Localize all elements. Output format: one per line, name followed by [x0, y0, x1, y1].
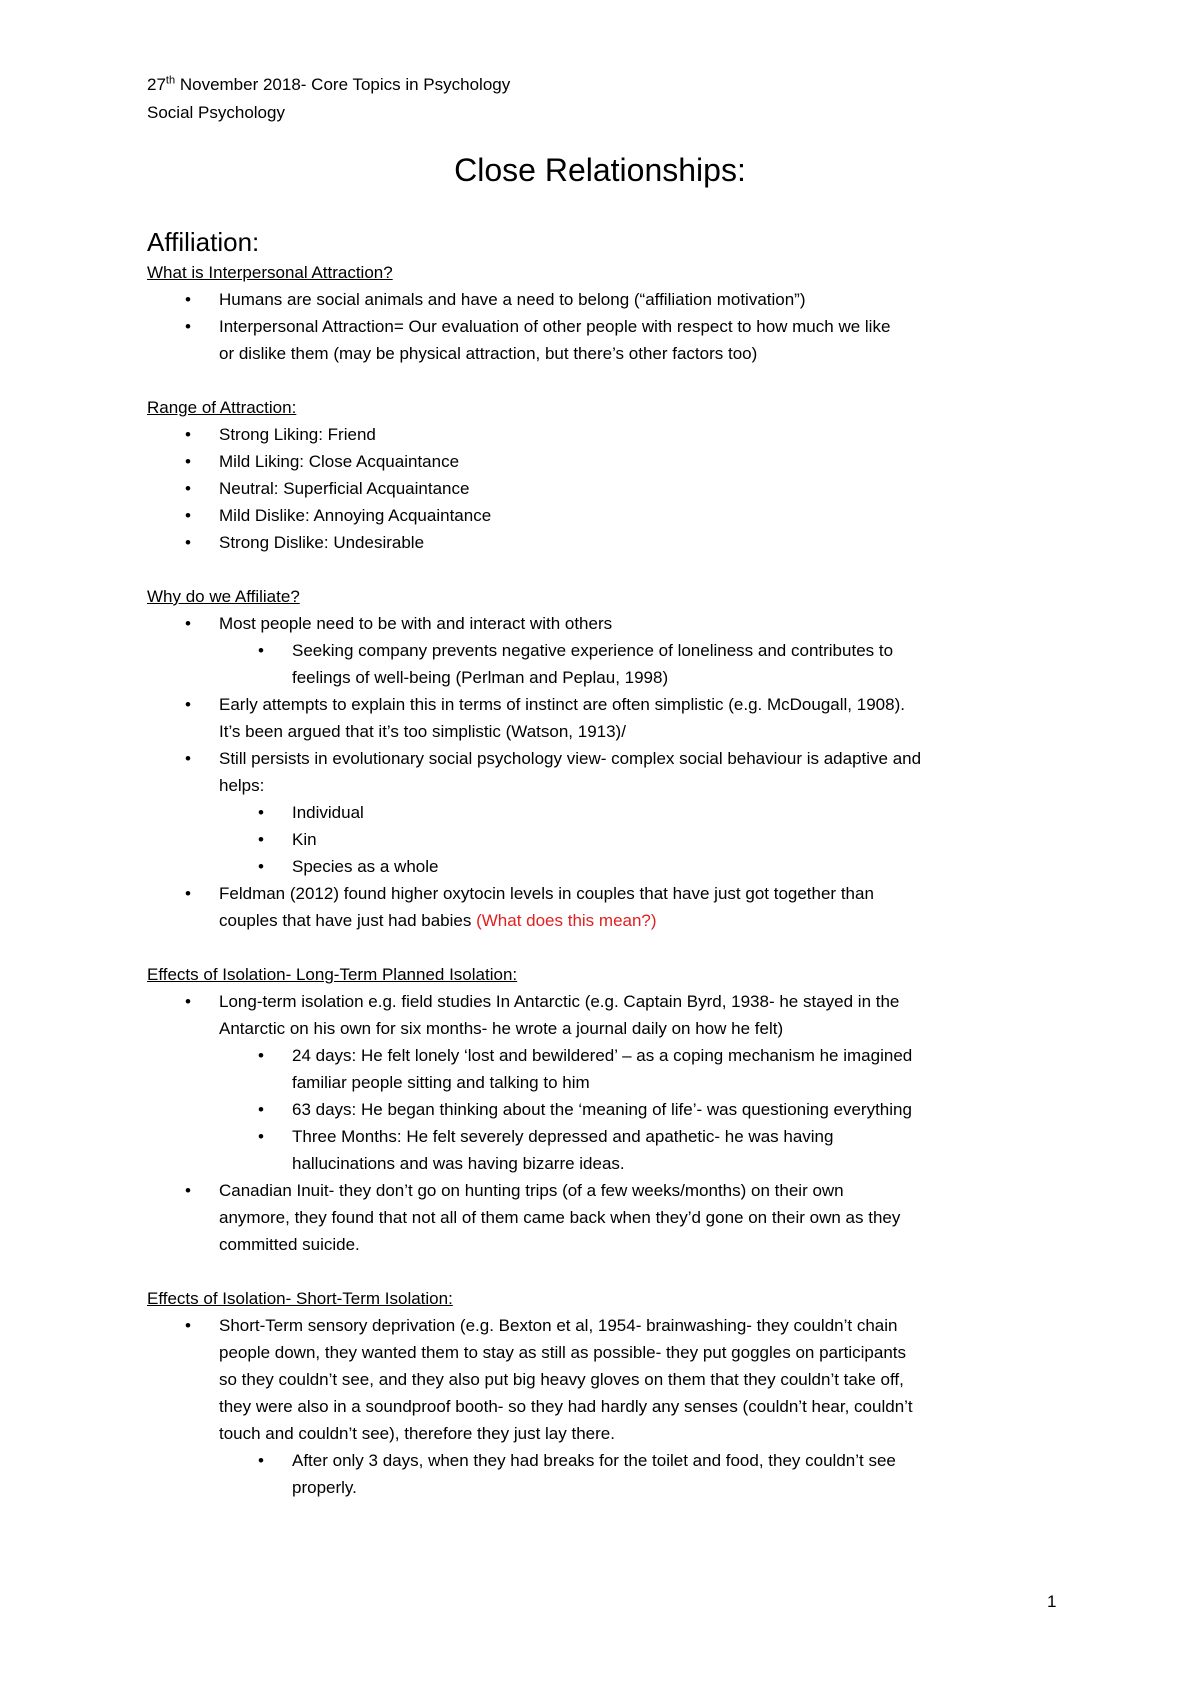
header-date-rest: November 2018- Core Topics in Psychology — [175, 75, 511, 94]
bullet-icon: • — [185, 479, 191, 498]
section-heading-short-term-isolation: Effects of Isolation- Short-Term Isolation: — [147, 1289, 453, 1308]
bullet-icon: • — [258, 1046, 264, 1065]
bullet-icon: • — [185, 533, 191, 552]
list-item: • Canadian Inuit- they don’t go on hunting trips (of a few weeks/months) on their own anymore, they found that not all of them came back when they’d gone on their own as they committed suicide. — [147, 1177, 1067, 1258]
affiliation-heading: Affiliation: — [147, 227, 260, 257]
list-item: • 63 days: He began thinking about the ‘meaning of life’- was questioning everything — [147, 1096, 1067, 1123]
list-item: • Strong Dislike: Undesirable — [147, 529, 1067, 556]
list-item: • Still persists in evolutionary social psychology view- complex social behaviour is adaptive and helps: — [147, 745, 1067, 799]
section-heading-why-affiliate: Why do we Affiliate? — [147, 587, 300, 606]
annotation-question: (What does this mean?) — [476, 911, 657, 930]
bullet-icon: • — [258, 857, 264, 876]
list-item: • Long-term isolation e.g. field studies In Antarctic (e.g. Captain Byrd, 1938- he stayed in the Antarctic on his own for six months- he wrote a journal daily on how he felt) — [147, 988, 1067, 1042]
bullet-icon: • — [258, 1451, 264, 1470]
list-item: • Feldman (2012) found higher oxytocin levels in couples that have just got together than couples that have just had babies (What does this mean?) — [147, 880, 1067, 934]
bullet-list-long-term-isolation — [147, 988, 1067, 1258]
list-item: • Individual — [147, 799, 1067, 826]
header-date-num: 27 — [147, 75, 166, 94]
list-item: • Most people need to be with and interact with others — [147, 610, 1067, 637]
bullet-icon: • — [185, 749, 191, 768]
bullet-icon: • — [185, 614, 191, 633]
bullet-icon: • — [185, 506, 191, 525]
list-item: • Neutral: Superficial Acquaintance — [147, 475, 1067, 502]
bullet-icon: • — [185, 884, 191, 903]
bullet-icon: • — [185, 695, 191, 714]
list-item: • Mild Liking: Close Acquaintance — [147, 448, 1067, 475]
bullet-icon: • — [185, 1181, 191, 1200]
header-date-sup: th — [165, 74, 176, 87]
bullet-icon: • — [185, 992, 191, 1011]
list-item: • After only 3 days, when they had breaks for the toilet and food, they couldn’t see properly. — [147, 1447, 1067, 1501]
bullet-icon: • — [185, 317, 191, 336]
bullet-list-interpersonal-attraction — [147, 286, 1067, 367]
bullet-list-short-term-isolation — [147, 1312, 1067, 1501]
bullet-list-range-of-attraction — [147, 421, 1067, 556]
list-item: • Species as a whole — [147, 853, 1067, 880]
document-body — [147, 225, 1067, 1501]
section-heading-long-term-isolation: Effects of Isolation- Long-Term Planned Isolation: — [147, 965, 518, 984]
list-item: • Strong Liking: Friend — [147, 421, 1067, 448]
bullet-icon: • — [185, 425, 191, 444]
bullet-icon: • — [258, 830, 264, 849]
bullet-list-why-affiliate — [147, 610, 1067, 934]
section-heading-interpersonal-attraction: What is Interpersonal Attraction? — [147, 263, 393, 282]
page-number: 1 — [1047, 1592, 1057, 1611]
list-item: • Three Months: He felt severely depressed and apathetic- he was having hallucinations and was having bizarre ideas. — [147, 1123, 1067, 1177]
list-item: • Humans are social animals and have a need to belong (“affiliation motivation”) — [147, 286, 1067, 313]
section-heading-range-of-attraction: Range of Attraction: — [147, 398, 297, 417]
bullet-icon: • — [258, 1100, 264, 1119]
list-item: • Mild Dislike: Annoying Acquaintance — [147, 502, 1067, 529]
header-date-line — [147, 72, 510, 97]
list-item: • Short-Term sensory deprivation (e.g. Bexton et al, 1954- brainwashing- they couldn’t chain people down, they wanted them to stay as still as possible- they put goggles on participants so they couldn’t see, and they also put big heavy gloves on them that they couldn’t take off, they were also in a soundproof booth- so they had hardly any senses (couldn’t hear, couldn’t touch and couldn’t see), therefore they just lay there. — [147, 1312, 1067, 1447]
bullet-icon: • — [258, 1127, 264, 1146]
list-item: • Kin — [147, 826, 1067, 853]
bullet-icon: • — [185, 1316, 191, 1335]
list-item: • Seeking company prevents negative experience of loneliness and contributes to feelings of well-being (Perlman and Peplau, 1998) — [147, 637, 1067, 691]
list-item: • Early attempts to explain this in terms of instinct are often simplistic (e.g. McDougall, 1908). It’s been argued that it’s too simplistic (Watson, 1913)/ — [147, 691, 1067, 745]
bullet-icon: • — [258, 641, 264, 660]
header-subject: Social Psychology — [147, 103, 285, 122]
bullet-icon: • — [185, 452, 191, 471]
list-item: • Interpersonal Attraction= Our evaluation of other people with respect to how much we like or dislike them (may be physical attraction, but there’s other factors too) — [147, 313, 1067, 367]
list-item: • 24 days: He felt lonely ‘lost and bewildered’ – as a coping mechanism he imagined familiar people sitting and talking to him — [147, 1042, 1067, 1096]
bullet-icon: • — [185, 290, 191, 309]
page-title: Close Relationships: — [454, 152, 746, 188]
bullet-icon: • — [258, 803, 264, 822]
